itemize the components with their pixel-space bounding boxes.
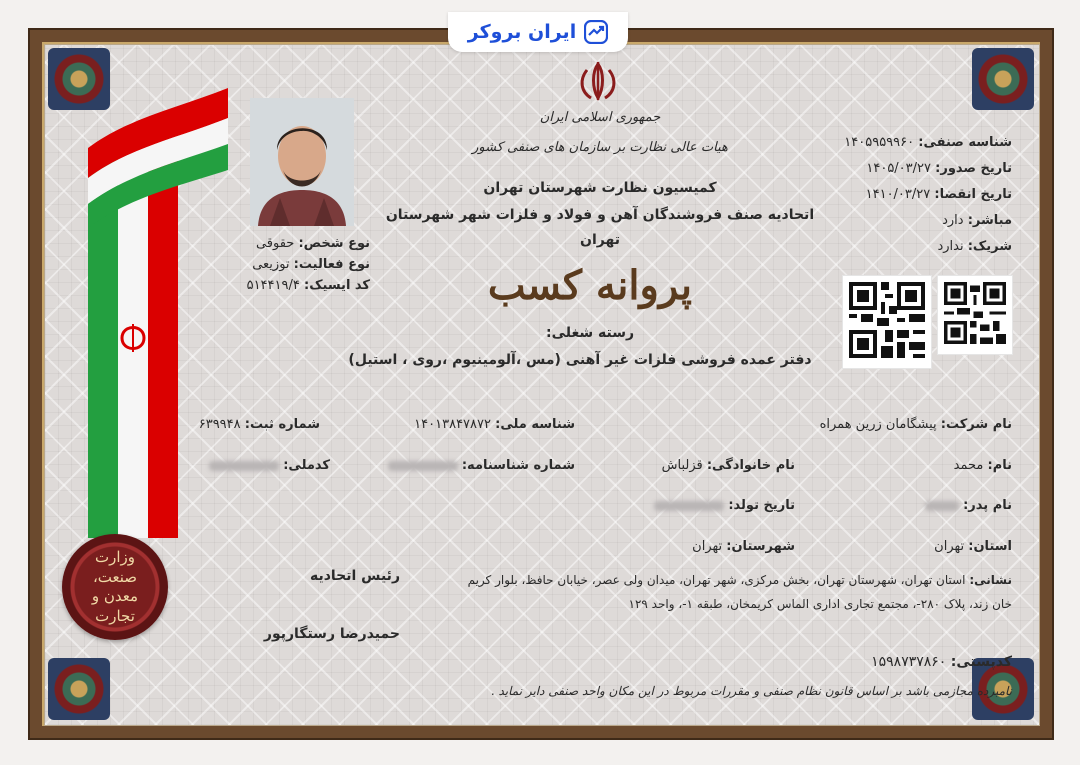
info-row: نوع فعالیت: توزیعی <box>252 257 370 272</box>
first-name-field: نام: محمد <box>953 458 1012 473</box>
iran-emblem-icon <box>575 60 621 102</box>
corner-ornament-bottom-left <box>48 658 110 720</box>
commission-name: کمیسیون نظارت شهرستان تهران <box>483 180 717 196</box>
info-row: شناسه صنفی: ۱۴۰۵۹۵۹۹۶۰ <box>844 135 1012 150</box>
union-name: اتحادیه صنف فروشندگان آهن و فولاد و فلزات شهر شهرستان <box>385 207 815 223</box>
info-row: تاریخ صدور: ۱۴۰۵/۰۳/۲۷ <box>866 161 1012 176</box>
redacted-value <box>925 501 959 511</box>
job-category-label: رسته شغلی: <box>545 325 635 341</box>
union-chairman-title: رئیس اتحادیه <box>309 568 400 584</box>
info-row: شریک: ندارد <box>937 239 1012 254</box>
person-photo-icon <box>250 98 354 226</box>
country-name: جمهوری اسلامی ایران <box>539 110 661 125</box>
company-name-field: نام شرکت: پیشگامان زرین همراه <box>819 417 1012 432</box>
qr-code-small <box>938 276 1012 354</box>
birth-date-field: تاریخ تولد: <box>630 498 795 513</box>
national-id-field: شناسه ملی: ۱۴۰۱۳۸۴۷۸۷۲ <box>414 417 575 432</box>
father-name-field: نام پدر: <box>880 498 1012 513</box>
union-chairman-name: حمیدرضا رستگارپور <box>263 626 400 642</box>
job-category-value: دفتر عمده فروشی فلزات غیر آهنی (مس ،آلومینیوم ،روی ، استیل) <box>348 352 812 368</box>
redacted-value <box>654 501 724 511</box>
brand-watermark <box>448 12 628 52</box>
corner-ornament-top-right <box>972 48 1034 110</box>
seal-text: وزارت صنعت، معدن و تجارت <box>91 548 139 625</box>
redacted-value <box>388 461 458 471</box>
footer-note: نامبرده مجازمی باشد بر اساس قانون نظام صنفی و مقررات مربوط در این مکان واحد صنفی دایر نماید . <box>490 684 1012 698</box>
board-name: هیات عالی نظارت بر سازمان های صنفی کشور <box>472 140 728 155</box>
qr-code-large <box>843 276 931 368</box>
registration-number-field: شماره ثبت: ۶۳۹۹۴۸ <box>198 417 320 432</box>
family-name-field: نام خانوادگی: قزلباش <box>661 458 795 473</box>
trend-arrow-icon <box>584 20 608 44</box>
info-row: تاریخ انقضا: ۱۴۱۰/۰۳/۲۷ <box>865 187 1012 202</box>
province-field: استان: تهران <box>934 539 1012 554</box>
document-title: پروانه کسب <box>487 262 693 309</box>
redacted-value <box>209 461 279 471</box>
info-row: مباشر: دارد <box>942 213 1012 228</box>
iran-flag-ribbon <box>68 88 240 548</box>
info-row: نوع شخص: حقوقی <box>255 236 370 251</box>
holder-photo <box>250 98 354 226</box>
brand-name: ایران بروکر <box>467 21 577 43</box>
info-row: کد ایسیک: ۵۱۴۴۱۹/۴ <box>246 278 370 293</box>
postal-code-field: کدپستی: ۱۵۹۸۷۳۷۸۶۰ <box>871 654 1012 670</box>
address-field: نشانی: استان تهران، شهرستان تهران، بخش مرکزی، شهر تهران، میدان ولی عصر، خیابان حافظ، بلوار کریم خان زند، پلاک ۲۸۰-، مجتمع تجاری اداری الماس کریمخان، طبقه ۱-، واحد ۱۲۹ <box>467 573 1012 611</box>
id-number-field: شماره شناسنامه: <box>390 458 575 473</box>
ministry-seal <box>62 534 168 640</box>
city-field: شهرستان: تهران <box>692 539 795 554</box>
union-city: تهران <box>580 232 620 248</box>
national-code-field: کدملی: <box>190 458 330 473</box>
license-info-right <box>840 135 1012 265</box>
